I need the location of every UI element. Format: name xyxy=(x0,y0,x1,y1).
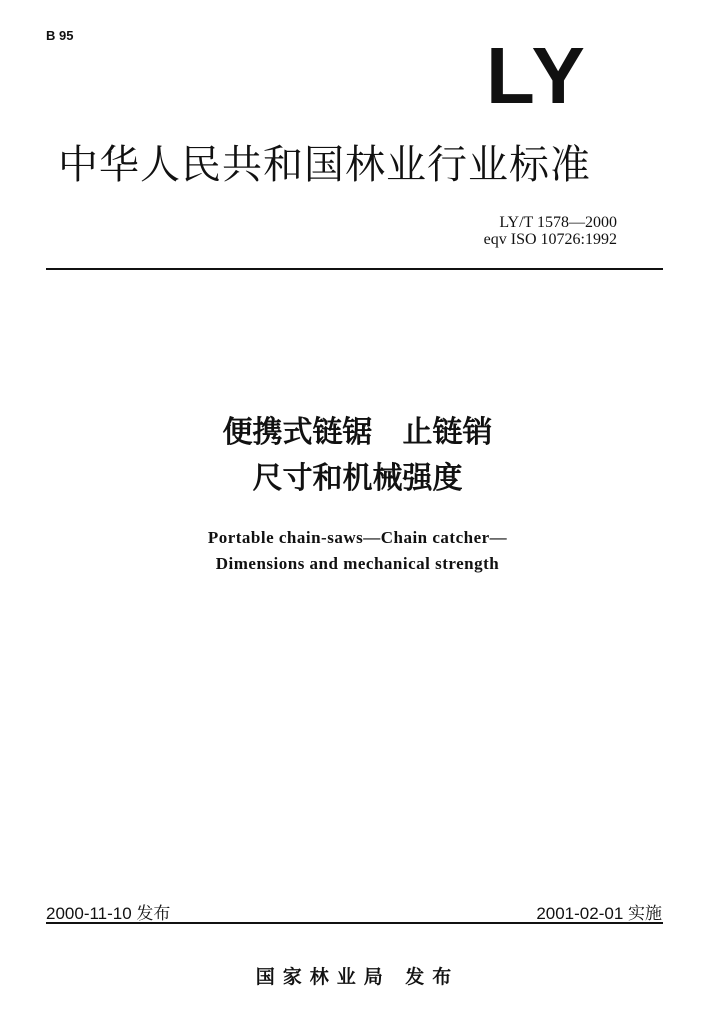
classification-code: B 95 xyxy=(46,28,74,43)
issue-date: 2000-11-10 发布 xyxy=(46,904,171,923)
title-en-line-2: Dimensions and mechanical strength xyxy=(215,554,500,573)
publisher: 国家林业局 发布 xyxy=(255,966,460,988)
equivalent-standard: eqv ISO 10726:1992 xyxy=(483,231,617,248)
title-cn-line-1: 便携式链锯 止链销 xyxy=(222,415,493,450)
top-divider xyxy=(46,268,663,270)
document-title-cn xyxy=(0,410,715,502)
title-en-line-1: Portable chain-saws—Chain catcher— xyxy=(207,528,508,547)
standard-number-block xyxy=(484,214,617,248)
standard-number: LY/T 1578—2000 xyxy=(499,214,617,231)
bottom-divider xyxy=(46,922,663,924)
standard-category-title: 中华人民共和国林业行业标准 xyxy=(58,142,591,188)
standard-mark: LY xyxy=(486,31,589,120)
title-cn-line-2: 尺寸和机械强度 xyxy=(252,461,463,496)
document-title-en xyxy=(0,525,715,577)
effective-date: 2001-02-01 实施 xyxy=(536,904,662,923)
